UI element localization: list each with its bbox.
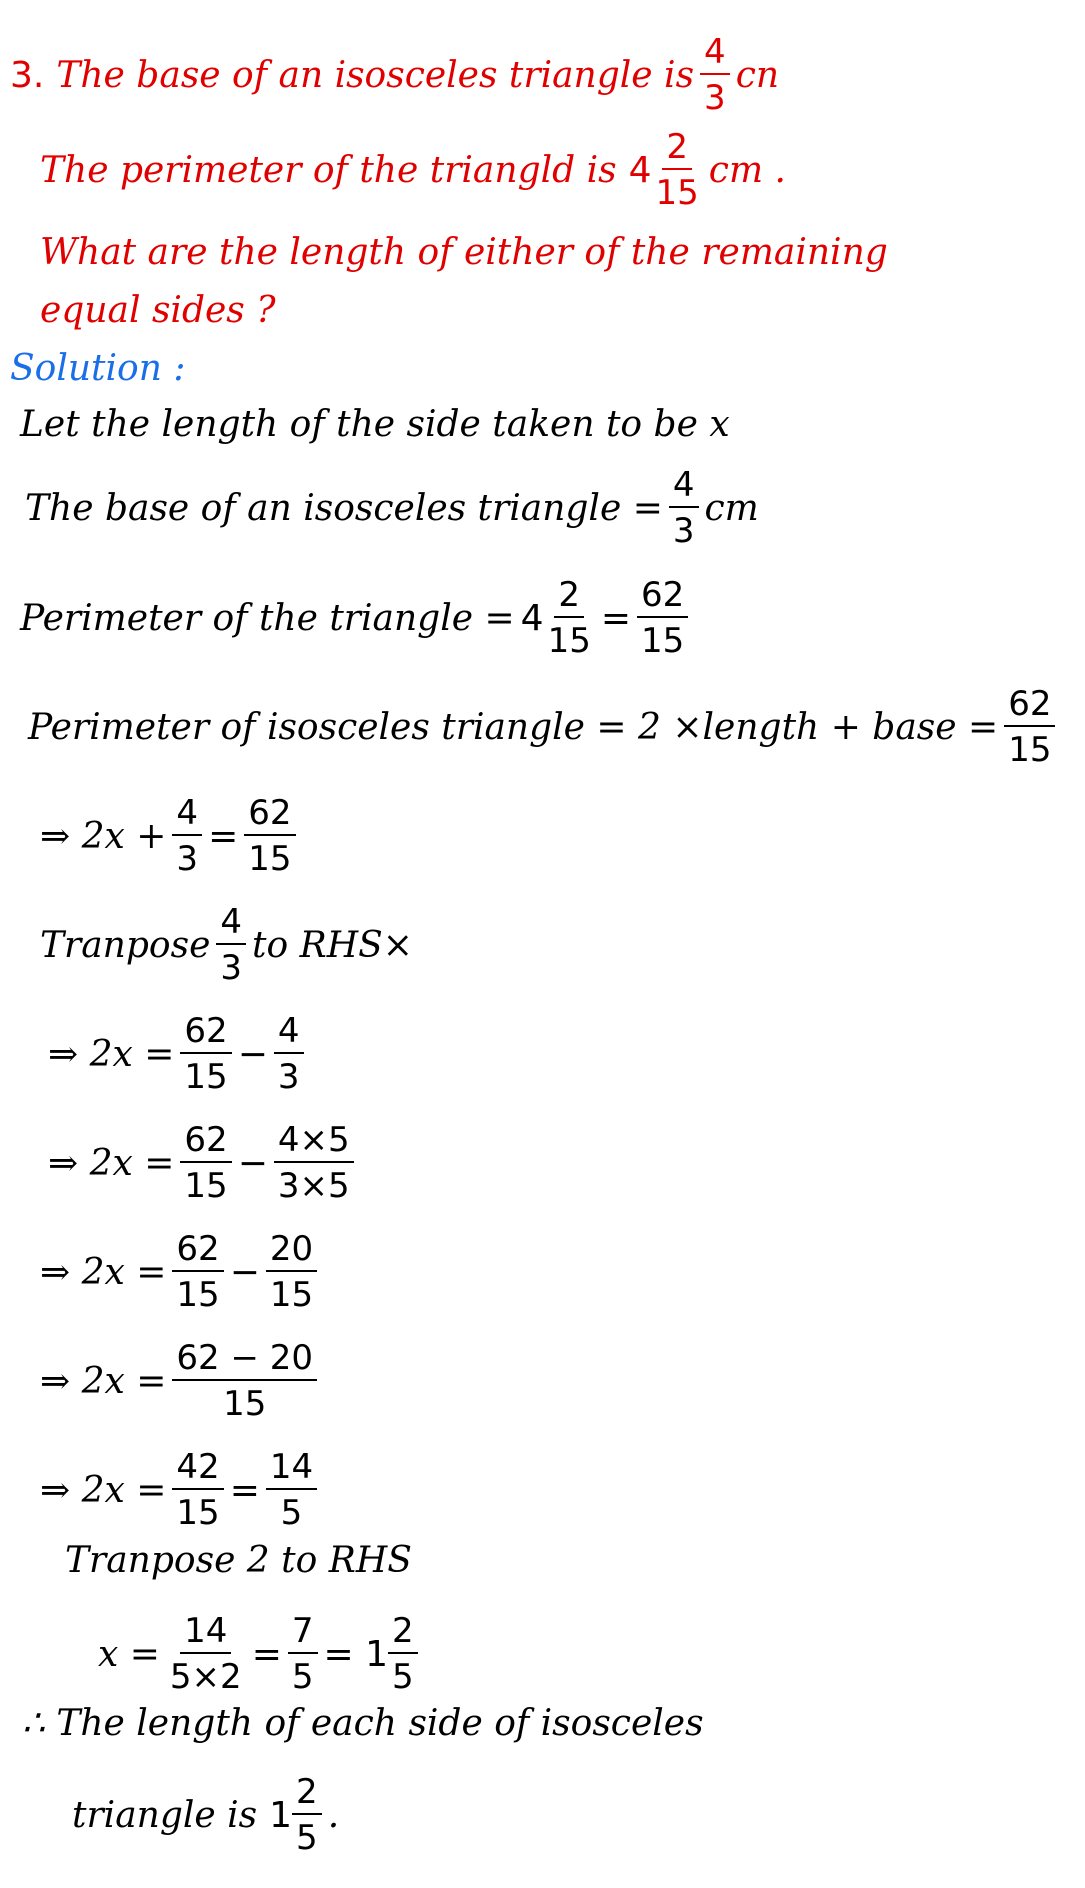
fraction: $\frac{4}{3}$ [274,1014,304,1094]
step-4: Perimeter of isosceles triangle = 2 ×length + base = $\frac{62}{15}$ [28,687,1061,767]
step-1: Let the length of the side taken to be x [20,404,730,445]
step-11: ⇒ 2x = $\frac{42}{15}$ = $\frac{14}{5}$ [40,1450,323,1530]
fraction: $\frac{62 - 20}{15}$ [172,1341,317,1421]
problem-line-3 [40,232,888,273]
fraction: $\frac{4}{3}$ [172,796,202,876]
step-8: ⇒ 2x = $\frac{62}{15}$ − $\frac{4\times 5}{3\times 5}$ [48,1123,360,1203]
solution-label: Solution : [10,348,186,389]
fraction: 4 3 [216,905,246,985]
problem-text: The perimeter of the triangld is [40,149,617,191]
problem-text: The base of an isosceles triangle is [56,54,695,96]
step-10: ⇒ 2x = $\frac{62 - 20}{15}$ [40,1341,323,1421]
fraction: $\frac{62}{15}$ [637,578,688,658]
step-15: triangle is 1 2 5 . [72,1772,340,1858]
step-3: Perimeter of the triangle = 4 $\frac{2}{15}$ = $\frac{62}{15}$ [20,578,694,658]
step-9: ⇒ 2x = $\frac{62}{15}$ − $\frac{20}{15}$ [40,1232,323,1312]
fraction: $\frac{62}{15}$ [244,796,295,876]
problem-line-4 [40,290,276,331]
step-7: ⇒ 2x = $\frac{62}{15}$ − $\frac{4}{3}$ [48,1014,310,1094]
fraction: $\frac{62}{15}$ [180,1123,231,1203]
unit: cn [735,54,780,96]
step-6: Tranpose 4 3 to RHS× [40,902,413,988]
unit: cm . [708,149,786,191]
problem-text: equal sides ? [40,290,276,331]
fraction: $\frac{2}{15}$ [547,575,591,661]
fraction: $\frac{4\times 5}{3\times 5}$ [274,1123,354,1203]
fraction: 2 5 [388,1614,418,1694]
mixed-whole: 4 [628,149,652,191]
fraction: $\frac{20}{15}$ [266,1232,317,1312]
step-13: x = $\frac{14}{5\times 2}$ = $\frac{7}{5}$ = 1 2 5 [98,1614,424,1694]
step-5: ⇒ 2x + $\frac{4}{3}$ = $\frac{62}{15}$ [40,796,302,876]
fraction: $\frac{4}{3}$ [669,468,699,548]
fraction: $\frac{62}{15}$ [1004,687,1055,767]
fraction: 4 3 [700,35,730,115]
fraction: 2 5 [292,1775,322,1855]
fraction: $\frac{14}{5}$ [266,1450,317,1530]
step-14: ∴ The length of each side of isosceles [22,1703,704,1744]
fraction: $\frac{62}{15}$ [172,1232,223,1312]
fraction: $\frac{14}{5\times 2}$ [169,1611,242,1697]
step-12: Tranpose 2 to RHS [65,1540,412,1581]
fraction: $\frac{42}{15}$ [172,1450,223,1530]
problem-line-1 [10,32,780,118]
fraction: $\frac{7}{5}$ [288,1614,318,1694]
problem-text: What are the length of either of the remaining [40,232,888,273]
fraction: 2 15 [655,127,699,213]
problem-number: 3. [10,54,45,96]
fraction: $\frac{62}{15}$ [180,1014,231,1094]
step-2: The base of an isosceles triangle = $\frac{4}{3}$ cm [25,465,759,551]
problem-line-2 [40,127,786,213]
